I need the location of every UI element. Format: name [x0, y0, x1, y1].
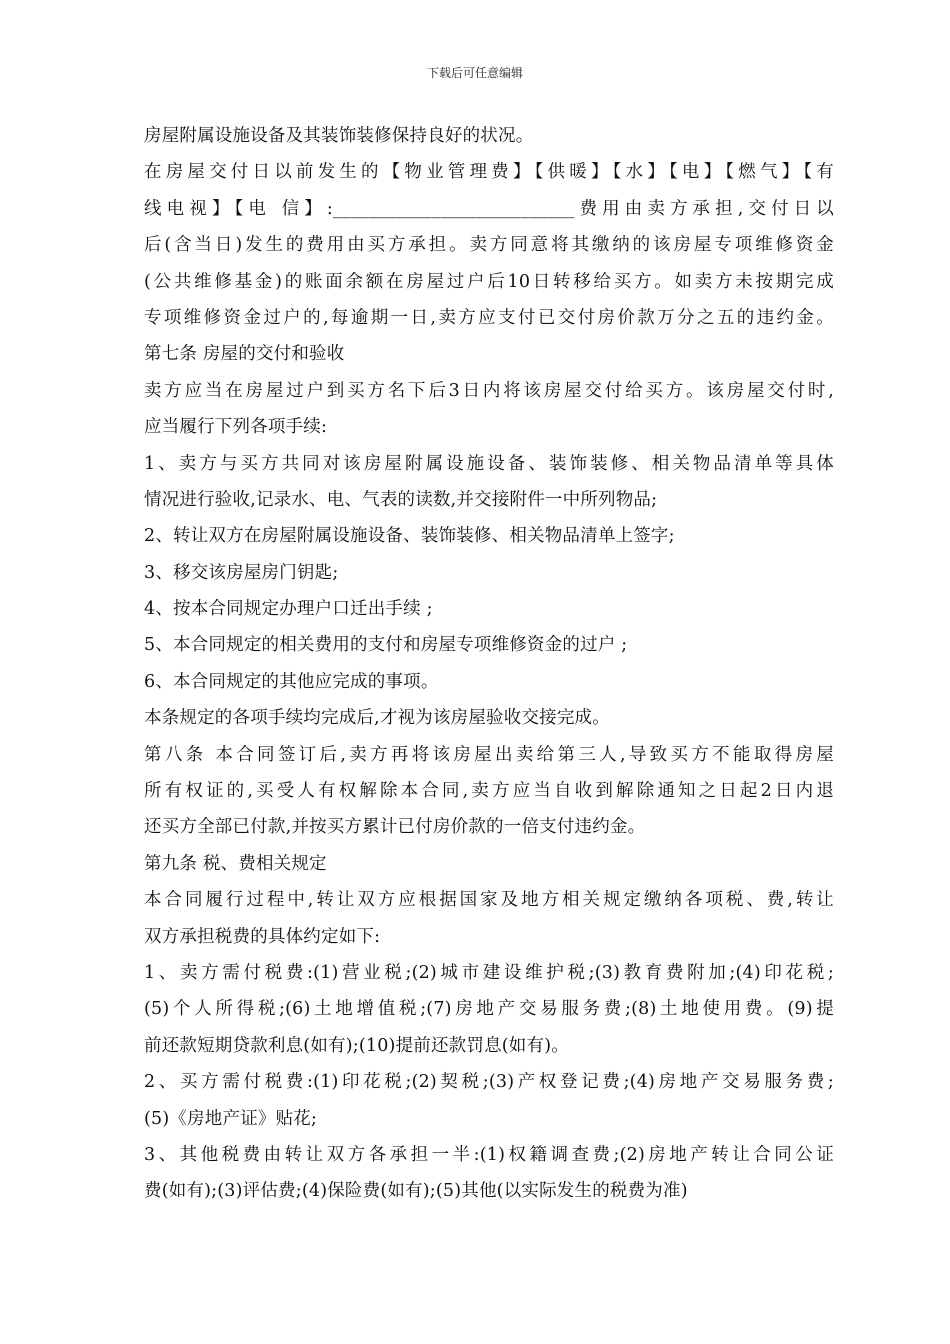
text-line: (5)《房地产证》贴花; — [144, 1108, 318, 1129]
text-line: 专项维修资金过户的,每逾期一日,卖方应支付已交付房价款万分之五的违约金。 — [144, 307, 834, 328]
text-line: 第九条 税、费相关规定 — [144, 853, 327, 874]
text-line: 费(如有);(3)评估费;(4)保险费(如有);(5)其他(以实际发生的税费为准) — [144, 1181, 688, 1202]
text-line: 第七条 房屋的交付和验收 — [144, 344, 345, 365]
text-line: 本合同履行过程中,转让双方应根据国家及地方相关规定缴纳各项税、费,转让 — [144, 890, 834, 911]
text-line: 后(含当日)发生的费用由买方承担。卖方同意将其缴纳的该房屋专项维修资金 — [144, 235, 834, 256]
text-line: (5)个人所得税;(6)土地增值税;(7)房地产交易服务费;(8)土地使用费。(9)提 — [144, 999, 834, 1020]
text-line: 在房屋交付日以前发生的【物业管理费】【供暖】【水】【电】【燃气】【有 — [144, 162, 834, 183]
text-line: 6、本合同规定的其他应完成的事项。 — [144, 671, 439, 692]
text-line: (公共维修基金)的账面余额在房屋过户后10日转移给买方。如卖方未按期完成 — [144, 271, 834, 292]
text-line: 本条规定的各项手续均完成后,才视为该房屋验收交接完成。 — [144, 708, 610, 729]
text-line: 2、买方需付税费:(1)印花税;(2)契税;(3)产权登记费;(4)房地产交易服务费; — [144, 1072, 834, 1093]
text-line: 1、卖方与买方共同对该房屋附属设施设备、装饰装修、相关物品清单等具体 — [144, 453, 834, 474]
text-line: 双方承担税费的具体约定如下: — [144, 926, 381, 947]
text-line: 情况进行验收,记录水、电、气表的读数,并交接附件一中所列物品; — [144, 489, 658, 510]
text-line: 前还款短期贷款利息(如有);(10)提前还款罚息(如有)。 — [144, 1035, 569, 1056]
text-line: 1、卖方需付税费:(1)营业税;(2)城市建设维护税;(3)教育费附加;(4)印花税; — [144, 962, 834, 983]
text-line: 所有权证的,买受人有权解除本合同,卖方应当自收到解除通知之日起2日内退 — [144, 781, 834, 802]
page-header: 下载后可任意编辑 — [426, 66, 523, 80]
text-line: 3、移交该房屋房门钥匙; — [144, 562, 339, 583]
text-line: 还买方全部已付款,并按买方累计已付房价款的一倍支付违约金。 — [144, 817, 646, 838]
text-line: 2、转让双方在房屋附属设施设备、装饰装修、相关物品清单上签字; — [144, 526, 675, 547]
document-body — [144, 118, 834, 1210]
text-line: 线电视】【电 信】:___________________________费用由卖方承担,交付日以 — [144, 198, 834, 219]
text-line: 5、本合同规定的相关费用的支付和房屋专项维修资金的过户 ; — [144, 635, 628, 656]
text-line: 第八条 本合同签订后,卖方再将该房屋出卖给第三人,导致买方不能取得房屋 — [144, 744, 834, 765]
text-line: 4、按本合同规定办理户口迁出手续 ; — [144, 599, 433, 620]
text-line: 应当履行下列各项手续: — [144, 417, 328, 438]
text-line: 房屋附属设施设备及其装饰装修保持良好的状况。 — [144, 126, 534, 146]
text-line: 3、其他税费由转让双方各承担一半:(1)权籍调查费;(2)房地产转让合同公证 — [144, 1144, 834, 1165]
text-line: 卖方应当在房屋过户到买方名下后3日内将该房屋交付给买方。该房屋交付时, — [144, 380, 834, 401]
